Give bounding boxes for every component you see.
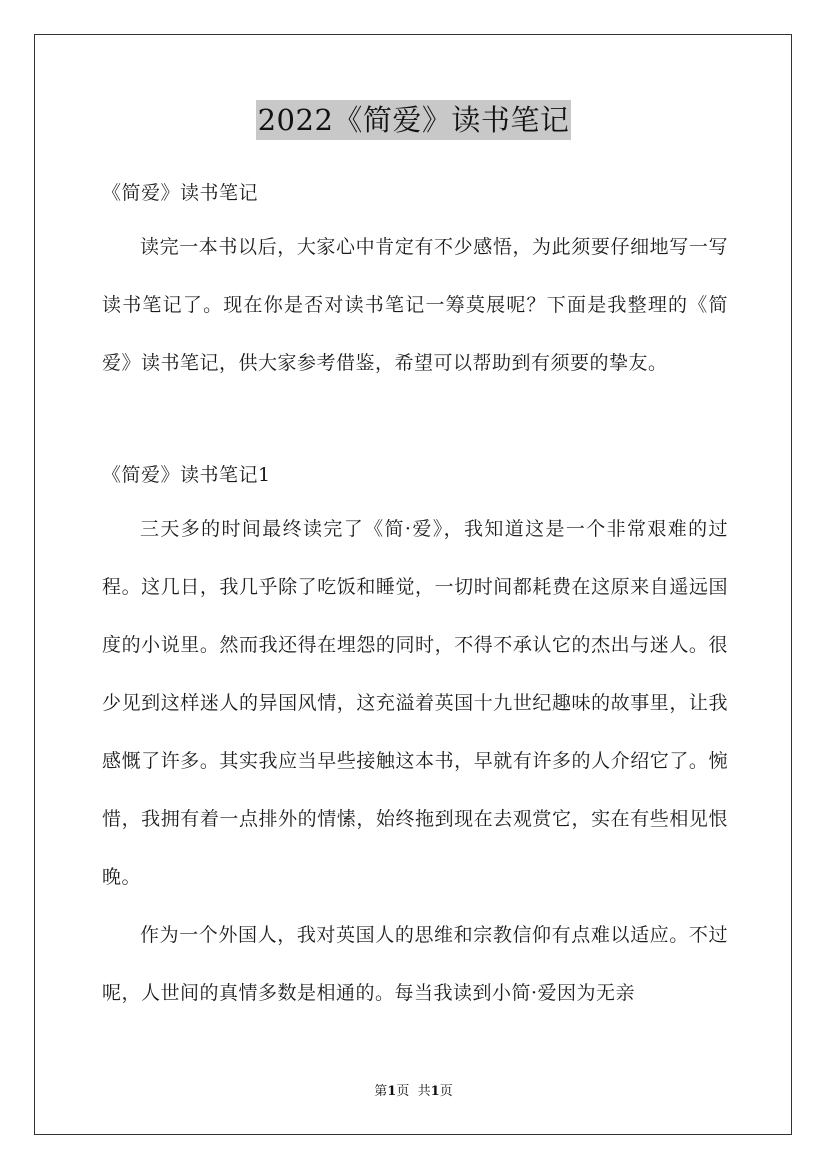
section-1-heading: 《简爱》读书笔记1 xyxy=(102,464,271,486)
footer-page-prefix: 第 xyxy=(374,1084,388,1099)
page-footer xyxy=(0,1083,827,1101)
document-title: 2022《简爱》读书笔记 xyxy=(256,100,572,140)
section-1-paragraph-2: 作为一个外国人，我对英国人的思维和宗教信仰有点难以适应。不过呢，人世间的真情多数是相通的。每当我读到小简·爱因为无亲 xyxy=(102,924,728,1004)
intro-heading: 《简爱》读书笔记 xyxy=(102,182,259,204)
footer-page-suffix: 页 xyxy=(396,1084,410,1099)
footer-page-number: 1 xyxy=(387,1084,397,1099)
section-1-paragraph-1: 三天多的时间最终读完了《简·爱》，我知道这是一个非常艰难的过程。这几日，我几乎除了吃饭和睡觉，一切时间都耗费在这原来自遥远国度的小说里。然而我还得在埋怨的同时，不得不承认它的杰出与迷人。很少见到这样迷人的异国风情，这充溢着英国十九世纪趣味的故事里，让我感慨了许多。其实我应当早些接触这本书，早就有许多的人介绍它了。惋惜，我拥有着一点排外的情愫，始终拖到现在去观赏它，实在有些相见恨晚。 xyxy=(102,518,728,888)
footer-total-pages: 1 xyxy=(430,1084,440,1099)
title-container xyxy=(0,100,827,140)
footer-total-prefix: 共 xyxy=(417,1084,431,1099)
footer-total-suffix: 页 xyxy=(439,1084,453,1099)
section-spacer xyxy=(102,392,728,450)
document-body xyxy=(102,168,728,1022)
intro-paragraph: 读完一本书以后，大家心中肯定有不少感悟，为此须要仔细地写一写读书笔记了。现在你是否对读书笔记一筹莫展呢？下面是我整理的《简爱》读书笔记，供大家参考借鉴，希望可以帮助到有须要的挚友。 xyxy=(102,236,728,374)
